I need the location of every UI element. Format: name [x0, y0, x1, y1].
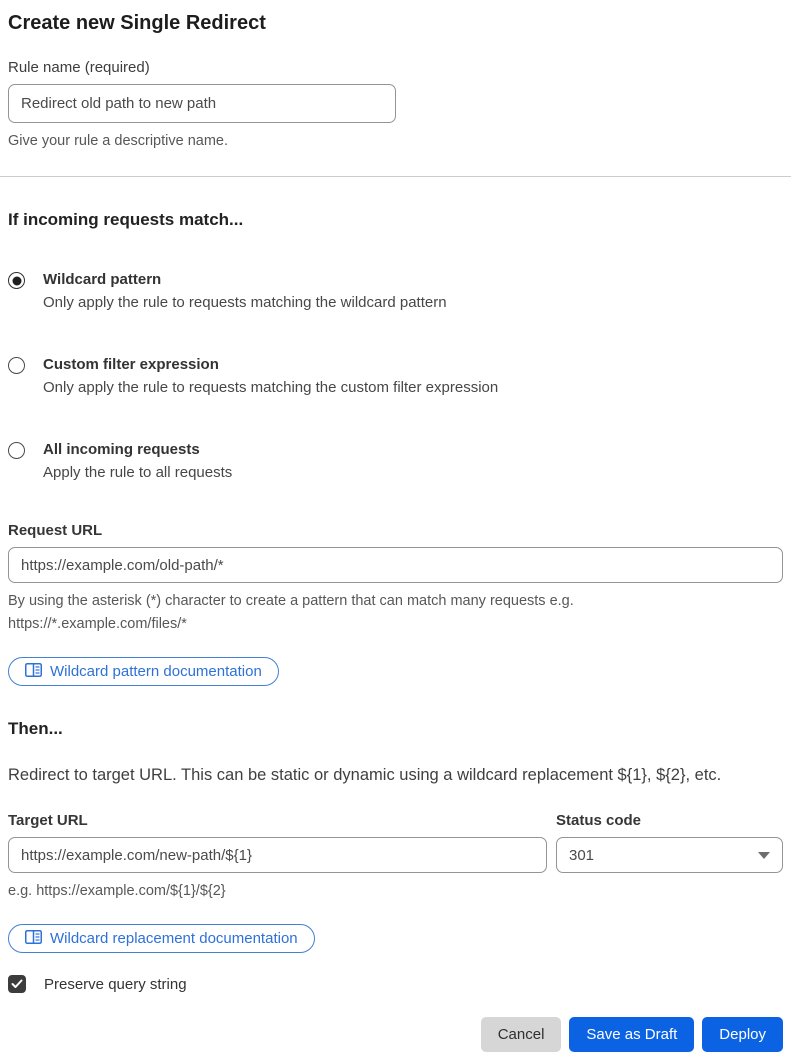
target-url-value: https://example.com/new-path/${1} [21, 846, 252, 864]
radio-icon[interactable] [8, 272, 25, 289]
wildcard-replacement-doc-button[interactable] [8, 924, 315, 953]
request-url-help [8, 590, 783, 636]
checkbox-icon[interactable] [8, 975, 26, 993]
page-title: Create new Single Redirect [8, 12, 266, 34]
radio-icon[interactable] [8, 442, 25, 459]
match-section-heading: If incoming requests match... [8, 210, 244, 229]
request-url-help-line2: https://*.example.com/files/* [8, 616, 187, 632]
request-url-value: https://example.com/old-path/* [21, 556, 224, 574]
rule-name-help: Give your rule a descriptive name. [8, 133, 229, 149]
chevron-down-icon [758, 852, 770, 859]
preserve-query-row[interactable] [8, 975, 783, 993]
then-description: Redirect to target URL. This can be static or dynamic using a wildcard replacement ${1}, ${2}, etc. [8, 766, 722, 784]
radio-option-label: All incoming requests [43, 441, 200, 458]
save-as-draft-button[interactable]: Save as Draft [569, 1017, 694, 1052]
section-divider [0, 176, 791, 177]
status-code-value: 301 [569, 846, 595, 864]
rule-name-input[interactable] [8, 84, 396, 123]
status-code-label: Status code [556, 812, 642, 829]
footer-actions [8, 1017, 783, 1052]
then-section-heading: Then... [8, 719, 63, 738]
rule-name-value: Redirect old path to new path [21, 95, 217, 112]
target-url-help: e.g. https://example.com/${1}/${2} [8, 883, 226, 899]
request-url-block [8, 522, 783, 686]
wildcard-pattern-doc-button[interactable] [8, 657, 279, 686]
request-url-label: Request URL [8, 522, 103, 539]
status-code-select[interactable] [556, 837, 783, 873]
target-url-input[interactable] [8, 837, 547, 873]
match-option-2[interactable] [8, 441, 783, 482]
preserve-query-label: Preserve query string [44, 975, 187, 993]
match-option-0[interactable] [8, 271, 783, 312]
wildcard-replacement-doc-label: Wildcard replacement documentation [50, 930, 298, 947]
match-option-1[interactable] [8, 356, 783, 397]
request-url-input[interactable] [8, 547, 783, 583]
radio-option-description: Apply the rule to all requests [43, 464, 233, 481]
radio-option-label: Wildcard pattern [43, 271, 162, 288]
match-options [8, 271, 783, 482]
radio-icon[interactable] [8, 357, 25, 374]
book-icon [25, 663, 42, 681]
deploy-button[interactable]: Deploy [702, 1017, 783, 1052]
radio-option-description: Only apply the rule to requests matching the custom filter expression [43, 379, 499, 396]
radio-option-label: Custom filter expression [43, 356, 219, 373]
target-url-label: Target URL [8, 812, 88, 829]
wildcard-pattern-doc-label: Wildcard pattern documentation [50, 663, 262, 680]
radio-option-description: Only apply the rule to requests matching the wildcard pattern [43, 294, 447, 311]
request-url-help-line1: By using the asterisk (*) character to create a pattern that can match many requests e.g. [8, 593, 574, 609]
cancel-button[interactable]: Cancel [481, 1017, 562, 1052]
target-row [8, 812, 783, 903]
rule-name-label: Rule name (required) [8, 59, 150, 76]
rule-name-block [8, 59, 783, 153]
book-icon [25, 930, 42, 948]
